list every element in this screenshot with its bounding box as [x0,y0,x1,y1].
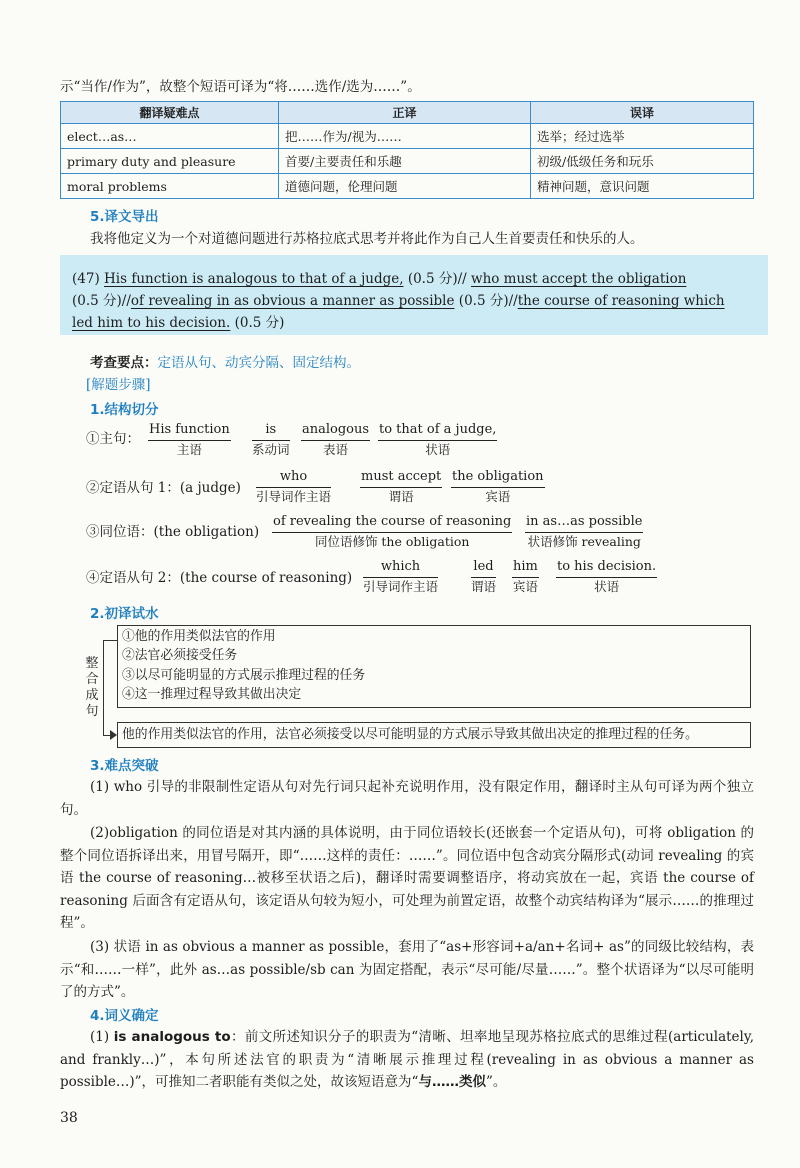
struct-segment: him 宾语 [512,559,538,594]
section-4-term: is analogous to [113,1029,231,1045]
table-cell: moral problems [61,174,279,199]
page-number: 38 [60,1110,78,1126]
section-3-para-1: (1) who 引导的非限制性定语从句对先行词只起补充说明作用，没有限定作用，翻译时主从句可译为两个独立句。 [60,779,754,818]
struct-segment: to that of a judge, 状语 [379,422,497,457]
section-4-para: (1) is analogous to：前文所述知识分子的职责为“清晰、坦率地呈现苏格拉底式的思维过程(articulately, and frankly…)”，本句所述法官的职责为“清晰展示推理过程(revealing in as obvious a manner as possible…)”，可推知二者职能有类似之处，故该短语意为“与……类似”。 [60,1029,754,1090]
struct-segment: which 引导词作主语 [363,559,439,594]
struct-row-4-label: ④定语从句 2：(the course of reasoning) [86,570,353,586]
focus-points [90,352,360,374]
side-label: 整合成句 [85,656,99,719]
score-mark-end: (0.5 分) [234,315,285,331]
score-mark: (0.5 分)// [72,293,131,309]
arrow-icon [110,730,117,740]
struct-segment: His function 主语 [149,422,230,457]
struct-segment: to his decision. 状语 [557,559,657,594]
section-4-text: ：前文所述知识分子的职责为“清晰、坦率地呈现苏格拉底式的思维过程(articulately, and frankly…)”，本句所述法官的职责为“清晰展示推理过程(revealing in as obvious a manner as possible…)”，可推知二者职能有类似之处，故该短语意为“ [60,1029,754,1090]
bracket-line [103,640,117,641]
struct-segment: in as…as possible 状语修饰 revealing [526,514,643,549]
sentence-part-3: of revealing in as obvious a manner as possible [130,293,455,309]
table-row [61,124,754,149]
score-mark: (0.5 分)// [407,271,467,287]
struct-row-1-label: ①主句： [86,431,140,447]
table-cell: 选举；经过选举 [531,124,754,149]
section-5-text: 我将他定义为一个对道德问题进行苏格拉底式思考并将此作为自己人生首要责任和快乐的人。 [90,231,644,247]
draft-line: ③以尽可能明显的方式展示推理过程的任务 [122,668,366,683]
struct-segment: led 谓语 [471,559,497,594]
draft-line: ②法官必须接受任务 [122,648,238,663]
struct-segment: analogous 表语 [302,422,370,457]
table-header: 翻译疑难点 [61,102,279,124]
draft-lines-box [117,625,751,708]
table-cell: 初级/低级任务和玩乐 [531,149,754,174]
section-4-meaning: 与……类似 [418,1074,486,1090]
sentence-part-4a: the course of reasoning which [517,293,725,309]
struct-segment: must accept 谓语 [361,469,442,504]
struct-row-2-label: ②定语从句 1：(a judge) [86,480,241,496]
struct-segment: who 引导词作主语 [256,469,332,504]
sentence-part-2: who must accept the obligation [471,271,687,287]
section-4-close: ”。 [485,1074,507,1090]
table-cell: primary duty and pleasure [61,149,279,174]
table-row [61,174,754,199]
table-cell: 首要/主要责任和乐趣 [279,149,531,174]
steps-label: [解题步骤] [86,377,151,393]
section-5-title: 5.译文导出 [90,209,159,225]
bracket-line [103,640,104,736]
struct-row-3-label: ③同位语：(the obligation) [86,524,260,540]
section-1-title: 1.结构切分 [90,402,159,418]
sentence-part-4b: led him to his decision. [72,315,231,331]
section-3-title: 3.难点突破 [90,758,159,774]
table-cell: 道德问题，伦理问题 [279,174,531,199]
table-header: 正译 [279,102,531,124]
sentence-part-1: His function is analogous to that of a judge, [104,271,404,287]
intro-line: 示“当作/作为”，故整个短语可译为“将……选作/选为……”。 [60,79,421,95]
section-2-title: 2.初译试水 [90,606,159,622]
score-mark: (0.5 分)// [458,293,518,309]
section-3-para-2: (2)obligation 的同位语是对其内涵的具体说明，由于同位语较长(还嵌套一个定语从句)，可将 obligation 的整个同位语拆译出来，用冒号隔开，即“……这样的责任：……”。同位语中包含动宾分隔形式(动词 revealing 的宾语 the course of reasoning…被移至状语之后)，翻译时需要调整语序，将动宾放在一起，宾语 the course of reasoning 后面含有定语从句，该定语从句较为短小，可处理为前置定语，故整个动宾结构译为“展示……的推理过程”。 [60,825,754,931]
sentence-number: (47) [72,271,100,287]
highlight-sentence-box [60,255,768,335]
struct-segment: the obligation 宾语 [452,469,544,504]
draft-line: ①他的作用类似法官的作用 [122,629,276,644]
focus-text: 定语从句、动宾分隔、固定结构。 [157,355,360,371]
struct-segment: of revealing the course of reasoning 同位语修饰 the obligation [273,514,512,549]
struct-segment: is 系动词 [252,422,290,457]
table-cell: 精神问题，意识问题 [531,174,754,199]
section-4-title: 4.词义确定 [90,1008,159,1024]
table-cell: 把……作为/视为…… [279,124,531,149]
table-cell: elect…as… [61,124,279,149]
table-header: 误译 [531,102,754,124]
translation-table [60,101,754,199]
table-row [61,149,754,174]
combined-translation: 他的作用类似法官的作用，法官必须接受以尽可能明显的方式展示导致其做出决定的推理过程的任务。 [117,722,751,748]
draft-line: ④这一推理过程导致其做出决定 [122,687,302,702]
focus-label: 考查要点： [90,355,158,371]
section-3-para-3: (3) 状语 in as obvious a manner as possible，套用了“as+形容词+a/an+名词+ as”的同级比较结构，表示“和……一样”，此外 as…as possible/sb can 为固定搭配，表示“尽可能/尽量……”。整个状语译为“以尽可能明了的方式”。 [60,939,754,1000]
